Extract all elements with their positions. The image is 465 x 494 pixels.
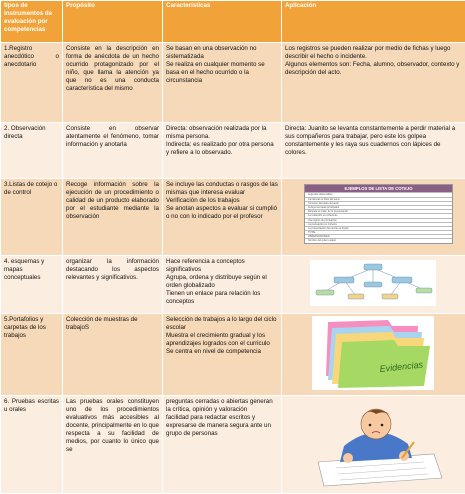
checklist-row: La puntuación es correcta <box>305 222 452 226</box>
cell-aplicacion <box>282 313 465 395</box>
concept-map-image <box>284 258 462 308</box>
cell-caracteristicas <box>163 43 282 123</box>
cell-proposito: Las pruebas orales constituyen uno de los procedimientos evaluativos más accesibles al docente, principalmente en lo que respecta a su facilidad de medios, por cuanto lo único que se <box>63 395 163 493</box>
checklist-row: Incluye las ideas principales <box>305 205 452 209</box>
cell-caracteristicas <box>163 256 282 314</box>
cell-tipo: 3.Listas de cotejo o de control <box>1 179 63 256</box>
caracteristicas-text: Selección de trabajos a lo largo del ciclo escolar Muestra el crecimiento gradual y los aprendizajes logrados con el curriculo Se centra en nivel de competencia <box>166 316 278 356</box>
cell-caracteristicas <box>163 123 282 179</box>
checklist-row: Nombre del quien evaluó <box>305 238 452 242</box>
cell-tipo: 2. Observación directa <box>1 123 63 179</box>
caracteristicas-text: Se incluye las conductas o rasgos de las mismas que interesa evaluar Verificación de los trabajos Se anotan aspectos a evaluar si cumplió o no con lo indicado por el profesor <box>166 181 278 221</box>
table-row <box>1 395 465 493</box>
caracteristicas-text: Se basan en una observación no sistematizada Se realiza en cualquier momento se basa en el hecho ocurrido o la circunstancia <box>166 45 278 85</box>
table-row <box>1 123 465 179</box>
checklist-row: Respeta el orden de la presentación <box>305 209 452 213</box>
checklist-row: La redacción es coherente <box>305 213 452 217</box>
cell-proposito: Colección de muestras de trabajoS <box>63 313 163 395</box>
checklist-row: Cumbreras el título del tema <box>305 197 452 201</box>
header-proposito: Propósito <box>63 1 163 43</box>
checklist-row: Conocen las ideas del autor <box>305 201 452 205</box>
checklist-title: EJEMPLOS DE LISTA DE COTEJO <box>305 185 452 192</box>
table-row <box>1 256 465 314</box>
cell-caracteristicas <box>163 395 282 493</box>
cell-proposito: Recoge información sobre la ejecución de un procedimiento o calidad de un producto elaborado por el estudiante mediante la observación <box>63 179 163 256</box>
header-tipos: tipos de instrumentos de evaluación por competencias <box>1 1 63 43</box>
caracteristicas-text: preguntas cerradas o abiertas generan la crítica, opinión y valoración facilidad para redactar escritos y expresarse de manera segura ante un grupo de personas <box>166 398 278 438</box>
table-row <box>1 179 465 256</box>
folder-label: Evidencias <box>379 359 424 374</box>
cell-caracteristicas <box>163 313 282 395</box>
table-row <box>1 313 465 395</box>
checklist-image <box>304 184 453 244</box>
table-header-row <box>1 1 465 43</box>
cell-tipo: 6. Pruebas escritas u orales <box>1 395 63 493</box>
student-writing-image <box>284 398 462 488</box>
cell-aplicacion <box>282 123 465 179</box>
cell-aplicacion <box>282 256 465 314</box>
caracteristicas-text: Directa: observación realizada por la misma persona. Indirecta: es realizado por otra persona y refiere a lo observado. <box>166 125 278 157</box>
table-row <box>1 43 465 123</box>
cell-caracteristicas <box>163 179 282 256</box>
cell-aplicacion <box>282 395 465 493</box>
checklist-row: Usa signos de puntuación <box>305 218 452 222</box>
aplicacion-text: Directa: Juanito se levanta constantemente a perdir material a sus compañeros para trabajar, pero este los golpea constantemente y les raya sus cuadernos con lápices de colores. <box>285 125 462 157</box>
cell-aplicacion <box>282 43 465 123</box>
header-aplicacion: Aplicación <box>282 1 465 43</box>
cell-proposito: Consiste en observar atentamente el fenómeno, tomar información y anotarla <box>63 123 163 179</box>
cell-tipo: 5.Portafolios y carpetas de los trabajos <box>1 313 63 395</box>
checklist-row: TOTAL <box>305 230 452 234</box>
checklist-row: Aspectos observables <box>305 192 452 196</box>
folders-image <box>284 316 462 390</box>
checklist-row: La presentación del escrito es limpia <box>305 226 452 230</box>
aplicacion-text: Los registros se pueden realizar por medio de fichas y luego describir el hecho o incidente. Algunos elementos son: Fecha, alumno, observador, contexto y descripción del acto. <box>285 45 462 77</box>
cell-proposito: organizar la información destacando los aspectos relevantes y significativos. <box>63 256 163 314</box>
header-caracteristicas: Características <box>163 1 282 43</box>
caracteristicas-text: Hace referencia a conceptos significativos Agrupa, ordena y distribuye según el orden globalizado Tienen un enlace para relación los conceptos <box>166 258 278 306</box>
checklist-row: OBSERVACIONES <box>305 234 452 238</box>
cell-tipo: 1.Registro anecdótico o anecdotario <box>1 43 63 123</box>
cell-proposito: Consiste en la descripción en forma de anécdota de un hecho ocurrido protagonizado por el niño, que llama la atención ya que no es una conducta característica del mismo <box>63 43 163 123</box>
cell-tipo: 4. esquemas y mapas conceptuales <box>1 256 63 314</box>
cell-aplicacion <box>282 179 465 256</box>
